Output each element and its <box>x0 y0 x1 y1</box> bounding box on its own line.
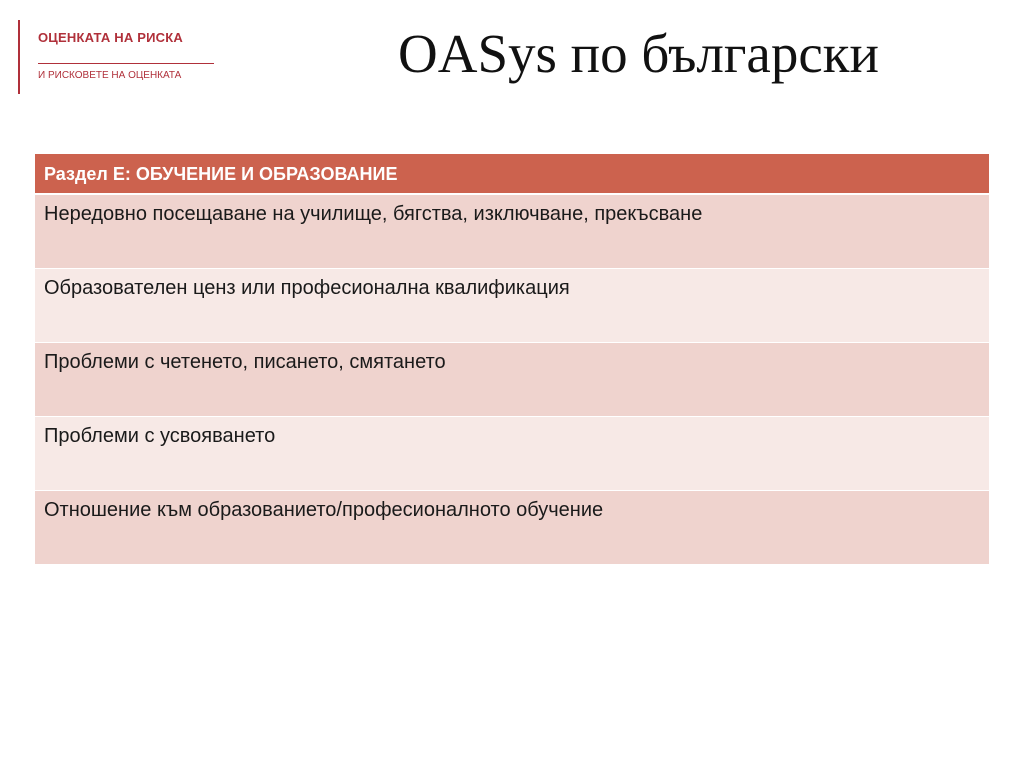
table-header: Раздел Е: ОБУЧЕНИЕ И ОБРАЗОВАНИЕ <box>35 154 989 195</box>
table-row: Проблеми с четенето, писането, смятането <box>35 343 989 417</box>
section-table <box>35 154 989 565</box>
table-row: Образователен ценз или професионална квалификация <box>35 269 989 343</box>
table-row: Нередовно посещаване на училище, бягства, изключване, прекъсване <box>35 195 989 269</box>
table-row: Проблеми с усвояването <box>35 417 989 491</box>
logo <box>18 20 218 94</box>
logo-accent-bar <box>18 20 20 94</box>
logo-title: ОЦЕНКАТА НА РИСКА <box>38 30 183 45</box>
page-title: OASys по български <box>398 23 879 84</box>
logo-divider <box>38 63 214 64</box>
table-row: Отношение към образованието/професионалното обучение <box>35 491 989 565</box>
logo-subtitle: И РИСКОВЕТЕ НА ОЦЕНКАТА <box>38 70 182 81</box>
